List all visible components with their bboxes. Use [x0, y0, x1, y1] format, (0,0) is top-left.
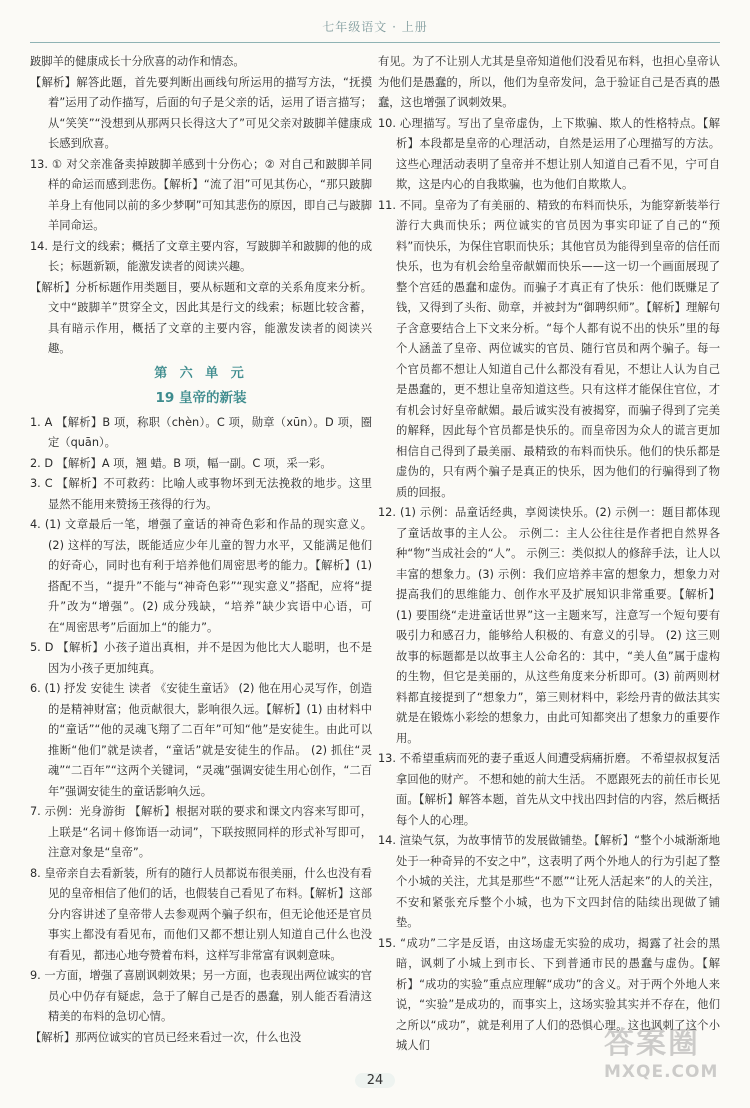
analysis-paragraph: 【解析】解答此题，首先要判断出画线句所运用的描写方法，“抚摸着”运用了动作描写，后面的句子是父亲的话，运用了语言描写；从“笑笑”“没想到从那两只长得这大了”可见父亲对跛脚羊健康成长感到欣喜。 — [30, 75, 372, 150]
answer-15: 15. “成功”二字是反语，由这场虚无实验的成功，揭露了社会的黑暗，讽刺了小城上到市长、下到普通市民的愚蠢与虚伪。【解析】“成功的实验”重点应理解“成功”的含义。对于两个外地人来说，“实验”是成功的，而事实上，这场实验其实并不存在，他们之所以“成功”，就是利用了人们的恐惧心理。这也讽刺了这个小城人们 — [378, 936, 720, 1052]
answer-14: 14. 是行文的线索；概括了文章主要内容，写跛脚羊和跛脚的他的成长；标题新颖，能激发读者的阅读兴趣。 — [30, 239, 372, 273]
header-rule — [30, 42, 720, 43]
analysis-9-continued: 有见。为了不让别人尤其是皇帝知道他们没看见布料，也担心皇帝认为他们是愚蠢的，所以，他们为皇帝发问，急于验证自己是否真的愚蠢，这也增强了讽刺效果。 — [378, 55, 720, 109]
left-column — [30, 52, 372, 1048]
answer-13: 13. ① 对父亲准备卖掉跛脚羊感到十分伤心；② 对自己和跛脚羊同样的命运而感到悲伤。【解析】“流了泪”可见其伤心，“那只跛脚羊身上有他同以前的多少梦啊”可知其悲伤的原因，即自己与跛脚羊同命运。 — [30, 157, 372, 232]
answer-1: 1. A 【解析】B 项，称职（chèn）。C 项，勋章（xūn）。D 项，圈定（quān）。 — [30, 415, 372, 449]
answer-5: 5. D 【解析】小孩子道出真相，并不是因为他比大人聪明，也不是因为小孩子更加纯真。 — [30, 641, 372, 675]
unit-heading: 第 六 单 元 — [154, 365, 248, 381]
answer-14: 14. 渲染气氛，为故事情节的发展做铺垫。【解析】“整个小城渐渐地处于一种奇异的不安之中”，这表明了两个外地人的行为引起了整个小城的关注，尤其是那些“不愿”“让死人活起来”的人的关注，不安和紧张充斥整个小城，也为下文四封信的陆续出现做了铺垫。 — [378, 834, 720, 929]
answer-2: 2. D 【解析】A 项，翘 蜡。B 项，幅一副。C 项，采一彩。 — [30, 456, 332, 470]
answer-6: 6. (1) 抒发 安徒生 读者 《安徒生童话》 (2) 他在用心灵写作，创造的是精神财富；他贡献很大，影响很久远。【解析】(1) 由材料中的“童话”“他的灵魂飞翔了二百年”可知“他”是安徒生。由此可以推断“他们”就是读者，“童话”就是安徒生的作品。 (2) 抓住“灵魂”“二百年”“这两个关键词，“灵魂”强调安徒生用心创作，“二百年”强调安徒生的童话影响久远。 — [30, 682, 372, 798]
page-number: 24 — [355, 1073, 396, 1088]
watermark-logo: 答案圈 — [604, 1026, 700, 1061]
analysis-14: 【解析】分析标题作用类题目，要从标题和文章的关系角度来分析。文中“跛脚羊”贯穿全文，因此其是行文的线索；标题比较含蓄，具有暗示作用，概括了文章的主要内容，能激发读者的阅读兴趣。 — [30, 280, 372, 355]
lesson-title: 19 皇帝的新装 — [155, 390, 247, 406]
watermark-url: MXQE.COM — [604, 1062, 719, 1082]
answer-7: 7. 示例：光身游街 【解析】根据对联的要求和课文内容来写即可，上联是“名词＋修饰语一动词”，下联按照同样的形式补写即可，注意对象是“皇帝”。 — [30, 805, 372, 859]
running-header: 七年级语文 · 上册 — [322, 20, 428, 34]
right-column — [378, 52, 720, 1057]
answer-8: 8. 皇帝亲自去看新装，所有的随行人员都说布很美丽，什么也没有看见的皇帝相信了他们的话，也假装自己看见了布料。【解析】这部分内容讲述了皇帝带人去参观两个骗子织布，但无论他还是官员事实上都没有看见布，而他们又都不想让别人知道自己什么也没有看见，都违心地夸赞着布料，这样写非常富有讽刺意味。 — [30, 866, 372, 962]
answer-4: 4. (1) 文章最后一笔，增强了童话的神奇色彩和作品的现实意义。 (2) 这样的写法，既能适应少年儿童的智力水平，又能满足他们的好奇心，同时也有利于培养他们周密思考的能力。【解析】(1) 搭配不当，“提升”不能与“神奇色彩”“现实意义”搭配，应将“提升”改为“增强”。(2) 成分残缺，“培养”缺少宾语中心语，可在“周密思考”后面加上“的能力”。 — [30, 518, 372, 634]
answer-10: 10. 心理描写。写出了皇帝虚伪，上下欺骗、欺人的性格特点。【解析】本段都是皇帝的心理活动，自然是运用了心理描写的方法。这些心理活动表明了皇帝并不想让别人知道自己看不见，宁可自欺，这是内心的自我欺骗，也为他们自欺欺人。 — [378, 116, 720, 191]
answer-11: 11. 不同。皇帝为了有美丽的、精致的布料而快乐，为能穿新装举行游行大典而快乐；两位诚实的官员因为事实印证了自己的“预料”而快乐，为保住官职而快乐；其他官员为能得到皇帝的信任而快乐，也为有机会给皇帝献媚而快乐——这一切一个画面展现了整个宫廷的愚蠢和虚伪。而骗子才真正有了快乐：他们既赚足了钱，又得到了头衔、勋章，并被封为“御聘织师”。【解析】理解句子含意要结合上下文来分析。“每个人都有说不出的快乐”里的每个人涵盖了皇帝、两位诚实的官员、随行官员和两个骗子。每一个官员都不想让人知道自己什么都没有看见，不想让人认为自己是愚蠢的，更不想让皇帝知道这些。只有这样才能保住官位，才有机会讨好皇帝献媚。最后诚实没有被揭穿，而骗子得到了完美的解释，因此每个官员都是快乐的。而皇帝因为众人的谎言更加相信自己得到了最美丽、最精致的布料而快乐。他们的快乐都是虚伪的，只有两个骗子是真正的快乐，因为他们的行骗得到了物质的回报。 — [378, 198, 720, 499]
answer-9: 9. 一方面，增强了喜剧讽刺效果；另一方面，也表现出两位诚实的官员心中仍存有疑虑，急于了解自己是否的愚蠢，别人能否看清这精美的布料的急切心情。 — [30, 969, 372, 1023]
answer-12: 12. (1) 示例：品童话经典，享阅读快乐。(2) 示例一：题目都体现了童话故事的主人公。 示例二：主人公往往是作者把自然界各种“物”当成社会的“人”。 示例三：类似拟人的修辞手法，让人以丰富的想象力。(3) 示例：我们应培养丰富的想象力，想象力对提高我们的思维能力、创作水平及扩展知识非常重要。【解析】(1) 要围绕“走进童话世界”这一主题来写，注意写一个短句要有吸引力和感召力，能够给人积极的、有意义的引导。 (2) 这三则故事的标题都是以故事主人公命名的：其中，“美人鱼”属于虚构的生物，但它是美丽的，从这些角度来分析即可。(3) 前两则材料都直接提到了“想象力”，第三则材料中，彩绘丹青的做法其实就是在锻炼小彩绘的想象力，由此可知都突出了想象力的重要作用。 — [378, 506, 720, 745]
analysis-9: 【解析】那两位诚实的官员已经来看过一次，什么也没 — [30, 1030, 302, 1044]
answer-3: 3. C 【解析】不可救药：比喻人或事物坏到无法挽救的地步。这里显然不能用来赞扬王孩得的行为。 — [30, 477, 372, 511]
watermark — [604, 1018, 732, 1092]
answer-13: 13. 不希望重病而死的妻子重返人间遭受病痛折磨。 不希望叔叔复活拿回他的财产。 不想和她的前大生活。 不愿跟死去的前任市长见面。【解析】解答本题，首先从文中找出四封信的内容，然后概括每个人的心理。 — [378, 752, 720, 827]
answer-paragraph: 跛脚羊的健康成长十分欣喜的动作和情态。 — [30, 55, 245, 68]
